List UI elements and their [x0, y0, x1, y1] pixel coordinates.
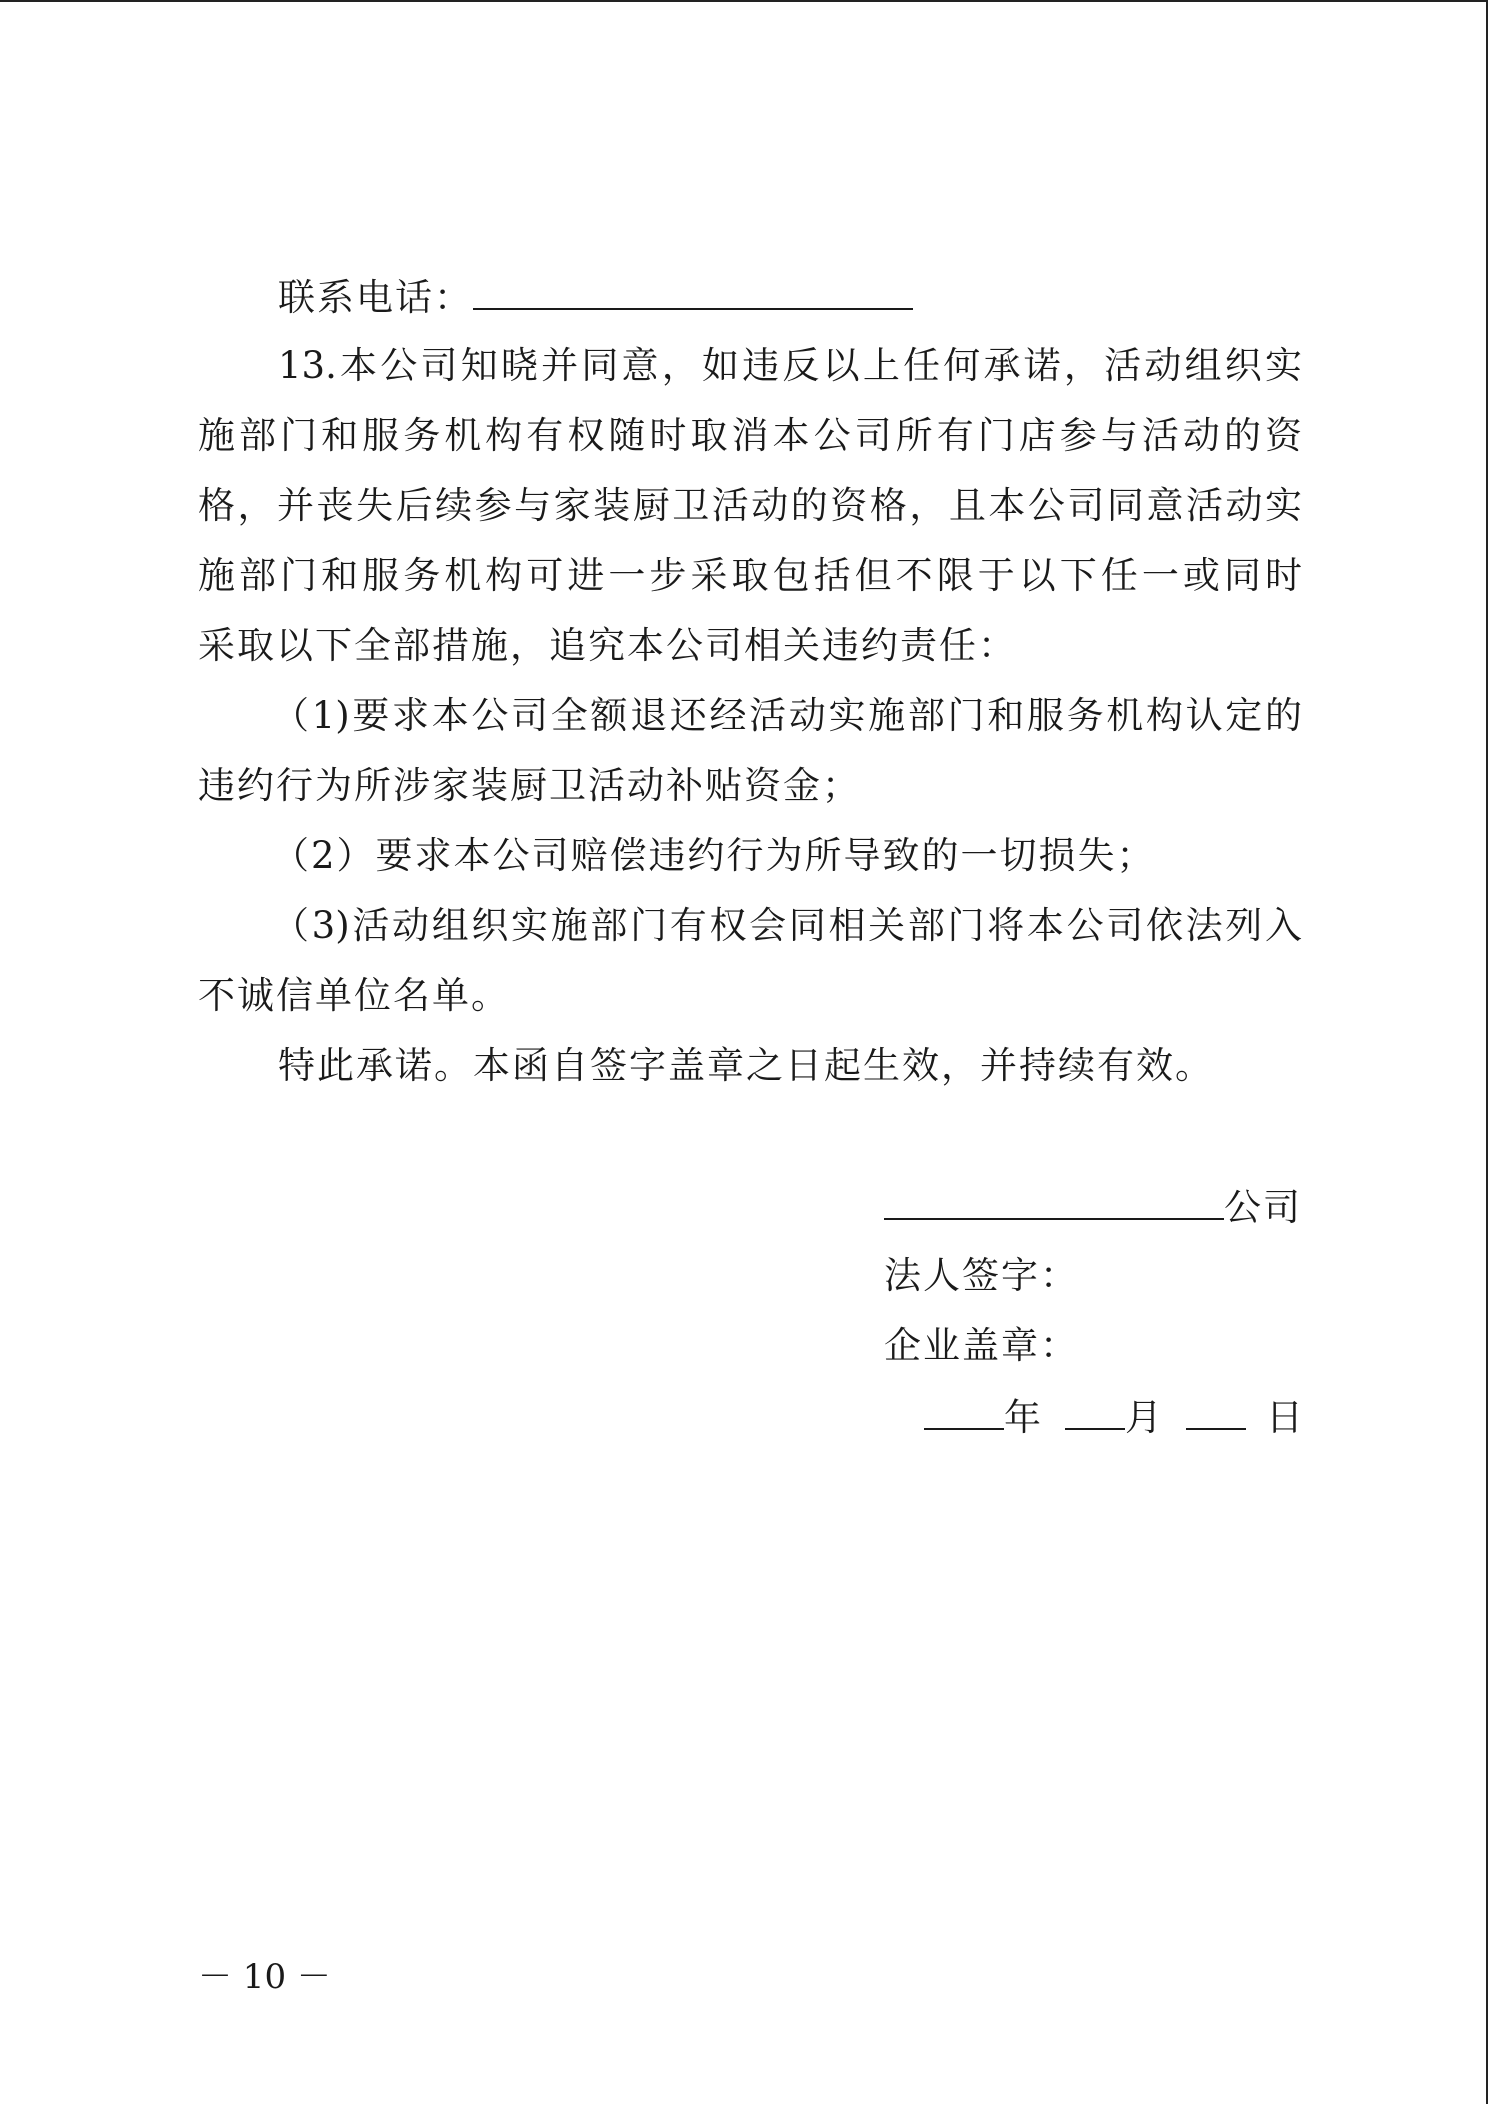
- measure-2-line-1: （2）要求本公司赔偿违约行为所导致的一切损失；: [272, 834, 1156, 877]
- company-name-line: [884, 1184, 1302, 1230]
- measure-1-line-1: （1)要求本公司全额退还经活动实施部门和服务机构认定的: [272, 694, 1302, 737]
- clause13-line-4: 施部门和服务机构可进一步采取包括但不限于以下任一或同时: [198, 554, 1302, 597]
- company-seal-label: 企业盖章：: [884, 1324, 1079, 1367]
- company-name-blank: [884, 1184, 1224, 1220]
- month-blank: [1065, 1394, 1125, 1430]
- contact-phone-blank: [473, 274, 913, 310]
- measure-3-line-1: （3)活动组织实施部门有权会同相关部门将本公司依法列入: [272, 904, 1302, 947]
- year-blank: [924, 1394, 1004, 1430]
- page-border-top: [0, 0, 1488, 2]
- month-label: 月: [1125, 1396, 1162, 1439]
- closing-statement: 特此承诺。本函自签字盖章之日起生效，并持续有效。: [278, 1044, 1214, 1087]
- contact-phone-line: [278, 274, 913, 320]
- date-line: [924, 1394, 1303, 1440]
- clause13-line-1: 13.本公司知晓并同意，如违反以上任何承诺，活动组织实: [278, 344, 1302, 387]
- year-label: 年: [1004, 1396, 1041, 1439]
- clause13-line-5: 采取以下全部措施，追究本公司相关违约责任：: [198, 624, 1017, 667]
- clause13-line-3: 格，并丧失后续参与家装厨卫活动的资格，且本公司同意活动实: [198, 484, 1302, 527]
- day-label: 日: [1266, 1396, 1303, 1439]
- contact-phone-label: 联系电话：: [278, 276, 473, 319]
- clause13-line-2: 施部门和服务机构有权随时取消本公司所有门店参与活动的资: [198, 414, 1302, 457]
- legal-rep-signature-label: 法人签字：: [884, 1254, 1079, 1297]
- measure-1-line-2: 违约行为所涉家装厨卫活动补贴资金；: [198, 764, 861, 807]
- company-suffix: 公司: [1224, 1186, 1302, 1229]
- day-blank: [1186, 1394, 1246, 1430]
- measure-3-line-2: 不诚信单位名单。: [198, 974, 510, 1017]
- page-number: － 10 －: [198, 1957, 331, 1997]
